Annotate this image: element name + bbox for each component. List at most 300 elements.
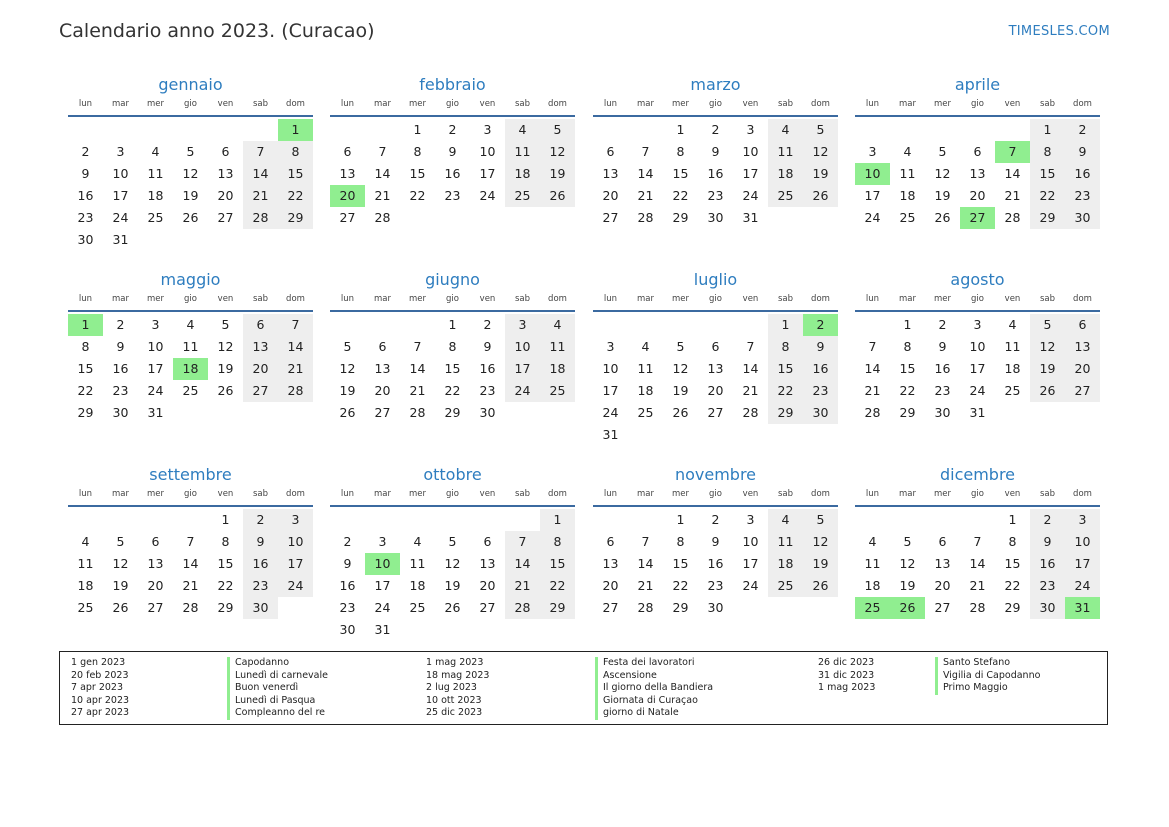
day-cell: 17 xyxy=(479,166,496,181)
month-marzo xyxy=(593,74,838,251)
day-cell: 13 xyxy=(934,556,951,571)
day-cell: 8 xyxy=(768,336,803,358)
weekday-label: dom xyxy=(548,489,567,499)
day-cell: 27 xyxy=(602,600,619,615)
day-cell: 3 xyxy=(746,512,755,527)
day-cell: 9 xyxy=(1065,141,1100,163)
weekday-label: gio xyxy=(971,99,984,109)
day-cell: 31 xyxy=(602,427,619,442)
weekday-label: sab xyxy=(252,99,269,109)
day-cell: 5 xyxy=(343,339,352,354)
day-cell: 4 xyxy=(186,317,195,332)
weekday-label: mer xyxy=(408,294,426,304)
weekday-header xyxy=(855,294,1100,308)
day-cell: 5 xyxy=(676,339,685,354)
weekday-label: sab xyxy=(1039,294,1056,304)
day-cell: 3 xyxy=(116,144,125,159)
day-cell: 4 xyxy=(413,534,422,549)
day-cell: 13 xyxy=(243,336,278,358)
day-grid xyxy=(593,312,838,446)
legend-names-2 xyxy=(595,657,713,720)
day-cell: 26 xyxy=(672,405,689,420)
day-cell: 28 xyxy=(182,600,199,615)
weekday-label: gio xyxy=(971,489,984,499)
day-cell: 30 xyxy=(707,210,724,225)
day-cell: 2 xyxy=(1065,119,1100,141)
day-cell: 19 xyxy=(934,188,951,203)
day-cell: 27 xyxy=(339,210,356,225)
day-cell: 27 xyxy=(217,210,234,225)
weekday-label: mer xyxy=(671,489,689,499)
day-cell: 13 xyxy=(707,361,724,376)
weekday-label: mer xyxy=(408,489,426,499)
day-cell: 12 xyxy=(803,531,838,553)
weekday-label: mer xyxy=(146,294,164,304)
month-name: luglio xyxy=(693,270,738,289)
holiday-day-cell: 1 xyxy=(278,119,313,141)
weekday-header xyxy=(68,99,313,113)
day-grid xyxy=(330,117,575,251)
weekday-label: gio xyxy=(709,99,722,109)
day-cell: 4 xyxy=(81,534,90,549)
weekday-label: lun xyxy=(865,294,880,304)
weekday-label: sab xyxy=(252,294,269,304)
weekday-label: lun xyxy=(340,99,355,109)
day-cell: 10 xyxy=(147,339,164,354)
day-cell: 29 xyxy=(899,405,916,420)
day-cell: 11 xyxy=(409,556,426,571)
day-cell: 19 xyxy=(899,578,916,593)
day-cell: 22 xyxy=(1030,185,1065,207)
day-cell: 1 xyxy=(413,122,422,137)
month-name: novembre xyxy=(674,465,757,484)
day-cell: 16 xyxy=(934,361,951,376)
day-cell: 1 xyxy=(768,314,803,336)
day-cell: 11 xyxy=(768,531,803,553)
day-cell: 9 xyxy=(243,531,278,553)
legend-entry: Lunedì di Pasqua xyxy=(227,695,328,708)
day-cell: 15 xyxy=(672,166,689,181)
month-dicembre xyxy=(855,464,1100,641)
month-name: ottobre xyxy=(423,465,482,484)
day-cell: 18 xyxy=(768,553,803,575)
day-cell: 21 xyxy=(505,575,540,597)
day-cell: 28 xyxy=(864,405,881,420)
day-grid xyxy=(855,117,1100,251)
day-cell: 24 xyxy=(479,188,496,203)
day-cell: 11 xyxy=(864,556,881,571)
weekday-header xyxy=(330,489,575,503)
day-cell: 4 xyxy=(641,339,650,354)
weekday-label: mer xyxy=(671,294,689,304)
day-cell: 7 xyxy=(973,534,982,549)
day-cell: 2 xyxy=(711,512,720,527)
legend-entry: Lunedì di carnevale xyxy=(227,670,328,683)
day-cell: 8 xyxy=(1008,534,1017,549)
day-grid xyxy=(855,312,1100,446)
day-cell: 10 xyxy=(278,531,313,553)
day-cell: 22 xyxy=(540,575,575,597)
day-cell: 23 xyxy=(803,380,838,402)
weekday-label: dom xyxy=(548,99,567,109)
day-cell: 20 xyxy=(934,578,951,593)
weekday-label: dom xyxy=(811,489,830,499)
day-cell: 14 xyxy=(374,166,391,181)
day-cell: 20 xyxy=(1065,358,1100,380)
day-cell: 5 xyxy=(803,119,838,141)
day-cell: 1 xyxy=(676,512,685,527)
day-cell: 17 xyxy=(969,361,986,376)
day-cell: 31 xyxy=(374,622,391,637)
month-name: marzo xyxy=(690,75,741,94)
day-cell: 11 xyxy=(1004,339,1021,354)
weekday-label: mer xyxy=(146,99,164,109)
weekday-label: lun xyxy=(865,99,880,109)
day-cell: 13 xyxy=(602,556,619,571)
day-cell: 28 xyxy=(637,210,654,225)
day-cell: 6 xyxy=(973,144,982,159)
day-cell: 21 xyxy=(637,188,654,203)
day-cell: 7 xyxy=(505,531,540,553)
day-cell: 23 xyxy=(243,575,278,597)
holiday-day-cell: 20 xyxy=(330,185,365,207)
day-cell: 7 xyxy=(243,141,278,163)
day-cell: 4 xyxy=(868,534,877,549)
day-cell: 6 xyxy=(606,534,615,549)
day-cell: 23 xyxy=(479,383,496,398)
day-cell: 25 xyxy=(768,185,803,207)
legend-entry: 20 feb 2023 xyxy=(71,669,129,681)
day-cell: 3 xyxy=(868,144,877,159)
day-cell: 27 xyxy=(602,210,619,225)
day-cell: 21 xyxy=(278,358,313,380)
holiday-day-cell: 25 xyxy=(855,597,890,619)
weekday-label: gio xyxy=(184,99,197,109)
day-cell: 4 xyxy=(151,144,160,159)
day-cell: 15 xyxy=(540,553,575,575)
day-cell: 10 xyxy=(969,339,986,354)
day-cell: 6 xyxy=(1065,314,1100,336)
day-cell: 21 xyxy=(409,383,426,398)
day-cell: 2 xyxy=(343,534,352,549)
day-cell: 22 xyxy=(444,383,461,398)
holiday-day-cell: 7 xyxy=(995,141,1030,163)
day-cell: 9 xyxy=(711,534,720,549)
weekday-label: mar xyxy=(899,489,916,499)
day-cell: 24 xyxy=(147,383,164,398)
weekday-label: lun xyxy=(865,489,880,499)
day-cell: 14 xyxy=(969,556,986,571)
day-cell: 29 xyxy=(444,405,461,420)
weekday-label: mar xyxy=(637,294,654,304)
day-cell: 14 xyxy=(409,361,426,376)
month-aprile xyxy=(855,74,1100,251)
weekday-label: lun xyxy=(603,294,618,304)
weekday-label: mer xyxy=(933,294,951,304)
day-cell: 29 xyxy=(77,405,94,420)
weekday-label: gio xyxy=(446,489,459,499)
day-cell: 6 xyxy=(221,144,230,159)
day-cell: 5 xyxy=(1030,314,1065,336)
day-cell: 19 xyxy=(540,163,575,185)
day-cell: 24 xyxy=(969,383,986,398)
weekday-label: lun xyxy=(78,489,93,499)
weekday-label: sab xyxy=(514,99,531,109)
day-cell: 6 xyxy=(938,534,947,549)
legend-entry: 10 ott 2023 xyxy=(426,694,482,706)
weekday-label: gio xyxy=(446,294,459,304)
day-cell: 2 xyxy=(483,317,492,332)
day-cell: 12 xyxy=(934,166,951,181)
day-cell: 30 xyxy=(339,622,356,637)
day-cell: 1 xyxy=(221,512,230,527)
day-cell: 10 xyxy=(742,534,759,549)
day-cell: 3 xyxy=(505,314,540,336)
day-cell: 3 xyxy=(606,339,615,354)
day-cell: 17 xyxy=(1065,553,1100,575)
weekday-label: ven xyxy=(742,99,759,109)
day-cell: 19 xyxy=(803,553,838,575)
weekday-label: ven xyxy=(217,99,234,109)
day-cell: 27 xyxy=(707,405,724,420)
day-cell: 23 xyxy=(1030,575,1065,597)
weekday-label: mar xyxy=(112,294,129,304)
day-cell: 12 xyxy=(1030,336,1065,358)
weekday-label: lun xyxy=(603,99,618,109)
day-cell: 27 xyxy=(1065,380,1100,402)
day-cell: 15 xyxy=(672,556,689,571)
day-cell: 3 xyxy=(378,534,387,549)
month-name: gennaio xyxy=(158,75,223,94)
weekday-label: gio xyxy=(184,294,197,304)
day-cell: 11 xyxy=(182,339,199,354)
day-cell: 5 xyxy=(186,144,195,159)
day-cell: 21 xyxy=(374,188,391,203)
day-cell: 16 xyxy=(243,553,278,575)
day-cell: 22 xyxy=(217,578,234,593)
day-cell: 19 xyxy=(112,578,129,593)
day-cell: 13 xyxy=(602,166,619,181)
day-cell: 28 xyxy=(409,405,426,420)
day-cell: 19 xyxy=(339,383,356,398)
day-cell: 31 xyxy=(742,210,759,225)
day-cell: 30 xyxy=(77,232,94,247)
day-cell: 21 xyxy=(864,383,881,398)
day-cell: 27 xyxy=(243,380,278,402)
day-cell: 8 xyxy=(540,531,575,553)
day-cell: 15 xyxy=(1004,556,1021,571)
day-cell: 14 xyxy=(243,163,278,185)
day-cell: 16 xyxy=(479,361,496,376)
day-cell: 16 xyxy=(707,166,724,181)
weekday-label: gio xyxy=(709,294,722,304)
day-cell: 14 xyxy=(637,556,654,571)
day-cell: 31 xyxy=(969,405,986,420)
weekday-label: dom xyxy=(286,489,305,499)
day-cell: 5 xyxy=(116,534,125,549)
day-cell: 17 xyxy=(374,578,391,593)
day-cell: 14 xyxy=(742,361,759,376)
day-cell: 24 xyxy=(112,210,129,225)
day-cell: 28 xyxy=(278,380,313,402)
weekday-label: ven xyxy=(1004,99,1021,109)
day-cell: 26 xyxy=(934,210,951,225)
day-cell: 16 xyxy=(112,361,129,376)
day-cell: 8 xyxy=(903,339,912,354)
day-cell: 28 xyxy=(969,600,986,615)
holiday-legend xyxy=(59,651,1108,725)
day-cell: 3 xyxy=(1065,509,1100,531)
weekday-header xyxy=(593,294,838,308)
weekday-label: ven xyxy=(742,294,759,304)
day-cell: 7 xyxy=(746,339,755,354)
holiday-day-cell: 18 xyxy=(173,358,208,380)
day-cell: 17 xyxy=(112,188,129,203)
weekday-label: dom xyxy=(1073,294,1092,304)
day-cell: 29 xyxy=(1004,600,1021,615)
weekday-label: sab xyxy=(777,99,794,109)
weekday-label: mar xyxy=(112,99,129,109)
day-cell: 29 xyxy=(672,600,689,615)
day-cell: 2 xyxy=(1030,509,1065,531)
day-cell: 24 xyxy=(505,380,540,402)
day-cell: 23 xyxy=(339,600,356,615)
day-cell: 14 xyxy=(637,166,654,181)
day-cell: 16 xyxy=(1030,553,1065,575)
day-cell: 9 xyxy=(448,144,457,159)
day-cell: 24 xyxy=(374,600,391,615)
holiday-day-cell: 26 xyxy=(890,597,925,619)
day-cell: 6 xyxy=(711,339,720,354)
day-cell: 14 xyxy=(864,361,881,376)
legend-entry: 26 dic 2023 xyxy=(818,657,875,668)
day-cell: 13 xyxy=(217,166,234,181)
legend-entry: Compleanno del re xyxy=(227,707,328,720)
day-cell: 27 xyxy=(934,600,951,615)
legend-entry: Buon venerdì xyxy=(227,682,328,695)
weekday-label: mer xyxy=(408,99,426,109)
day-cell: 22 xyxy=(672,578,689,593)
day-cell: 25 xyxy=(409,600,426,615)
day-cell: 4 xyxy=(540,314,575,336)
weekday-label: sab xyxy=(777,294,794,304)
legend-entry: 10 apr 2023 xyxy=(71,694,130,706)
month-name: dicembre xyxy=(939,465,1016,484)
legend-entry: Vigilia di Capodanno xyxy=(935,670,1040,683)
day-cell: 9 xyxy=(803,336,838,358)
day-cell: 10 xyxy=(1065,531,1100,553)
day-cell: 26 xyxy=(803,185,838,207)
day-cell: 19 xyxy=(217,361,234,376)
legend-entry: giorno di Natale xyxy=(595,707,713,720)
weekday-label: dom xyxy=(811,99,830,109)
day-cell: 25 xyxy=(505,185,540,207)
day-cell: 15 xyxy=(278,163,313,185)
day-cell: 26 xyxy=(540,185,575,207)
day-cell: 16 xyxy=(339,578,356,593)
day-cell: 27 xyxy=(374,405,391,420)
day-cell: 14 xyxy=(278,336,313,358)
day-cell: 17 xyxy=(742,556,759,571)
weekday-header xyxy=(68,489,313,503)
weekday-label: mer xyxy=(933,489,951,499)
day-cell: 30 xyxy=(934,405,951,420)
day-cell: 18 xyxy=(77,578,94,593)
day-cell: 21 xyxy=(742,383,759,398)
weekday-label: dom xyxy=(811,294,830,304)
month-name: aprile xyxy=(954,75,1001,94)
day-cell: 22 xyxy=(77,383,94,398)
day-cell: 28 xyxy=(1004,210,1021,225)
day-cell: 29 xyxy=(278,207,313,229)
day-cell: 30 xyxy=(479,405,496,420)
day-cell: 29 xyxy=(217,600,234,615)
day-cell: 21 xyxy=(243,185,278,207)
day-cell: 7 xyxy=(868,339,877,354)
site-link[interactable]: TIMESLES.COM xyxy=(1008,24,1110,39)
legend-entry: Il giorno della Bandiera xyxy=(595,682,713,695)
day-cell: 2 xyxy=(116,317,125,332)
legend-entry: Festa dei lavoratori xyxy=(595,657,713,670)
day-cell: 23 xyxy=(934,383,951,398)
day-cell: 8 xyxy=(81,339,90,354)
day-cell: 26 xyxy=(217,383,234,398)
day-cell: 5 xyxy=(221,317,230,332)
legend-dates-3 xyxy=(818,657,875,695)
day-cell: 6 xyxy=(378,339,387,354)
day-cell: 19 xyxy=(1030,358,1065,380)
day-cell: 8 xyxy=(448,339,457,354)
weekday-label: sab xyxy=(1039,489,1056,499)
day-cell: 4 xyxy=(903,144,912,159)
day-cell: 18 xyxy=(540,358,575,380)
day-cell: 25 xyxy=(540,380,575,402)
day-cell: 7 xyxy=(278,314,313,336)
holiday-day-cell: 10 xyxy=(855,163,890,185)
day-cell: 5 xyxy=(803,509,838,531)
weekday-header xyxy=(855,489,1100,503)
day-cell: 7 xyxy=(186,534,195,549)
day-cell: 19 xyxy=(182,188,199,203)
day-cell: 11 xyxy=(77,556,94,571)
day-cell: 26 xyxy=(1030,380,1065,402)
day-cell: 6 xyxy=(243,314,278,336)
weekday-label: mar xyxy=(374,99,391,109)
day-cell: 4 xyxy=(768,509,803,531)
day-cell: 30 xyxy=(1030,597,1065,619)
day-cell: 12 xyxy=(672,361,689,376)
day-cell: 13 xyxy=(339,166,356,181)
weekday-label: mar xyxy=(899,294,916,304)
day-cell: 8 xyxy=(278,141,313,163)
day-cell: 6 xyxy=(343,144,352,159)
day-cell: 12 xyxy=(217,339,234,354)
day-cell: 20 xyxy=(707,383,724,398)
holiday-day-cell: 2 xyxy=(803,314,838,336)
weekday-label: lun xyxy=(340,294,355,304)
day-cell: 20 xyxy=(602,188,619,203)
day-cell: 22 xyxy=(672,188,689,203)
weekday-label: sab xyxy=(777,489,794,499)
day-cell: 22 xyxy=(409,188,426,203)
legend-dates-2 xyxy=(426,657,489,720)
month-name: agosto xyxy=(950,270,1005,289)
day-cell: 6 xyxy=(483,534,492,549)
legend-entry: 31 dic 2023 xyxy=(818,669,875,681)
day-cell: 23 xyxy=(707,578,724,593)
day-cell: 17 xyxy=(602,383,619,398)
day-cell: 24 xyxy=(742,188,759,203)
